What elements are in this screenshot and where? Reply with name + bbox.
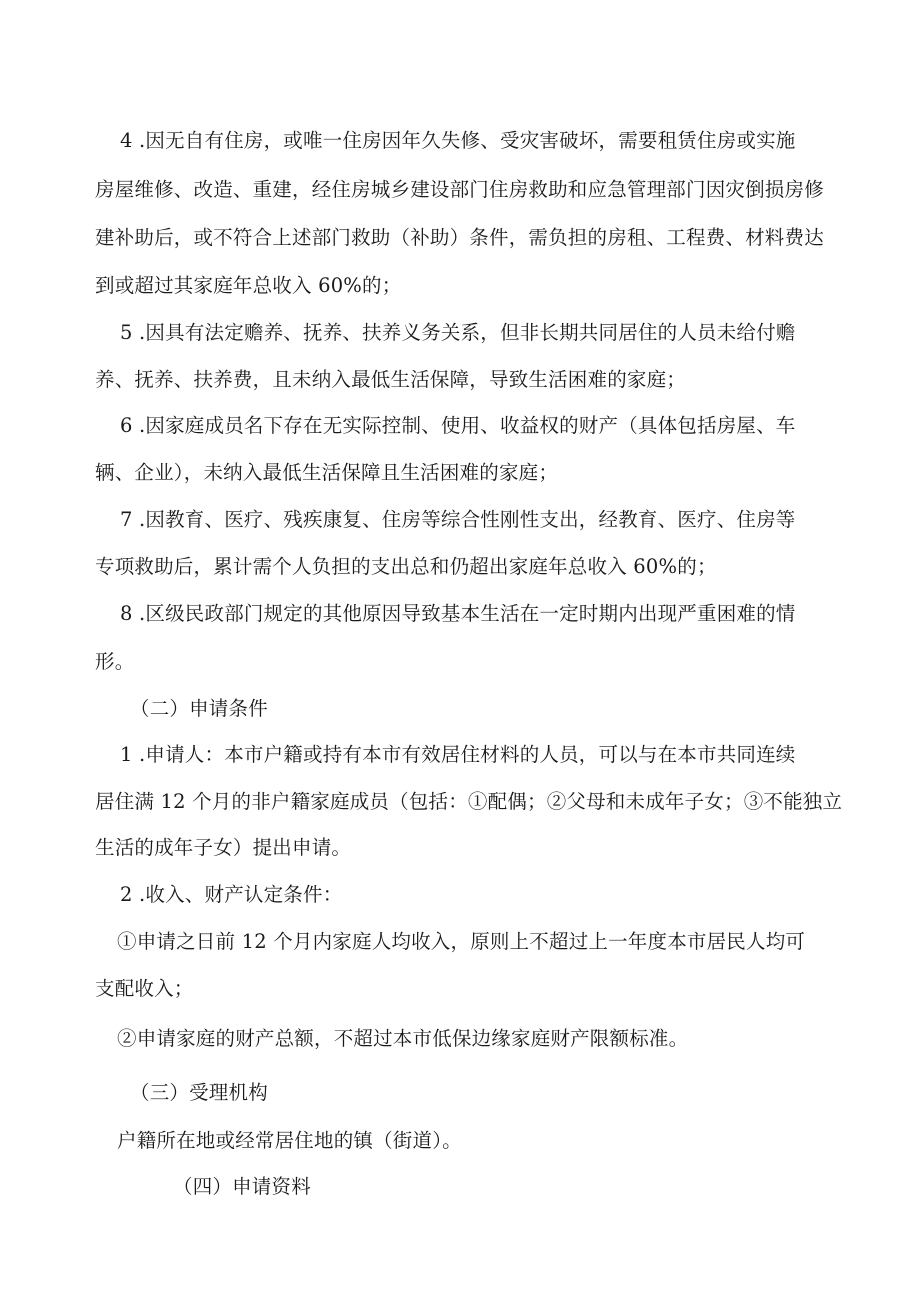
paragraph-7-line-2: 专项救助后，累计需个人负担的支出总和仍超出家庭年总收入 60%的； — [95, 555, 717, 578]
condition-1-line-1: 1 .申请人：本市户籍或持有本市有效居住材料的人员，可以与在本市共同连续 — [120, 743, 796, 766]
condition-1-line-3: 生活的成年子女）提出申请。 — [95, 836, 352, 859]
income-condition-line-2: 支配收入； — [95, 977, 194, 1000]
paragraph-5-line-2: 养、抚养、扶养费，且未纳入最低生活保障，导致生活困难的家庭； — [95, 368, 687, 391]
paragraph-4-line-4: 到或超过其家庭年总收入 60%的； — [95, 274, 402, 297]
paragraph-8-line-1: 8 .区级民政部门规定的其他原因导致基本生活在一定时期内出现严重困难的情 — [120, 602, 796, 625]
condition-2-heading: 2 .收入、财产认定条件： — [120, 883, 343, 906]
paragraph-5-line-1: 5 .因具有法定赡养、抚养、扶养义务关系，但非长期共同居住的人员未给付赡 — [120, 321, 796, 344]
paragraph-4-line-2: 房屋维修、改造、重建，经住房城乡建设部门住房救助和应急管理部门因灾倒损房修 — [95, 178, 824, 201]
section-heading-application-conditions: （二）申请条件 — [130, 697, 268, 720]
paragraph-7-line-1: 7 .因教育、医疗、残疾康复、住房等综合性刚性支出，经教育、医疗、住房等 — [120, 508, 796, 531]
paragraph-8-line-2: 形。 — [95, 650, 135, 673]
paragraph-4-line-1: 4 .因无自有住房，或唯一住房因年久失修、受灾害破坏，需要租赁住房或实施 — [120, 129, 796, 152]
paragraph-6-line-1: 6 .因家庭成员名下存在无实际控制、使用、收益权的财产（具体包括房屋、车 — [120, 414, 796, 437]
accepting-agency-text: 户籍所在地或经常居住地的镇（街道）。 — [117, 1129, 462, 1152]
property-condition: ②申请家庭的财产总额，不超过本市低保边缘家庭财产限额标准。 — [117, 1027, 689, 1050]
section-heading-application-materials: （四）申请资料 — [173, 1175, 311, 1198]
section-heading-accepting-agency: （三）受理机构 — [130, 1081, 268, 1104]
income-condition-line-1: ①申请之日前 12 个月内家庭人均收入，原则上不超过上一年度本市居民人均可 — [117, 930, 806, 953]
paragraph-4-line-3: 建补助后，或不符合上述部门救助（补助）条件，需负担的房租、工程费、材料费达 — [95, 226, 824, 249]
condition-1-line-2: 居住满 12 个月的非户籍家庭成员（包括：①配偶；②父母和未成年子女；③不能独立 — [95, 790, 843, 813]
paragraph-6-line-2: 辆、企业），未纳入最低生活保障且生活困难的家庭； — [95, 461, 559, 484]
